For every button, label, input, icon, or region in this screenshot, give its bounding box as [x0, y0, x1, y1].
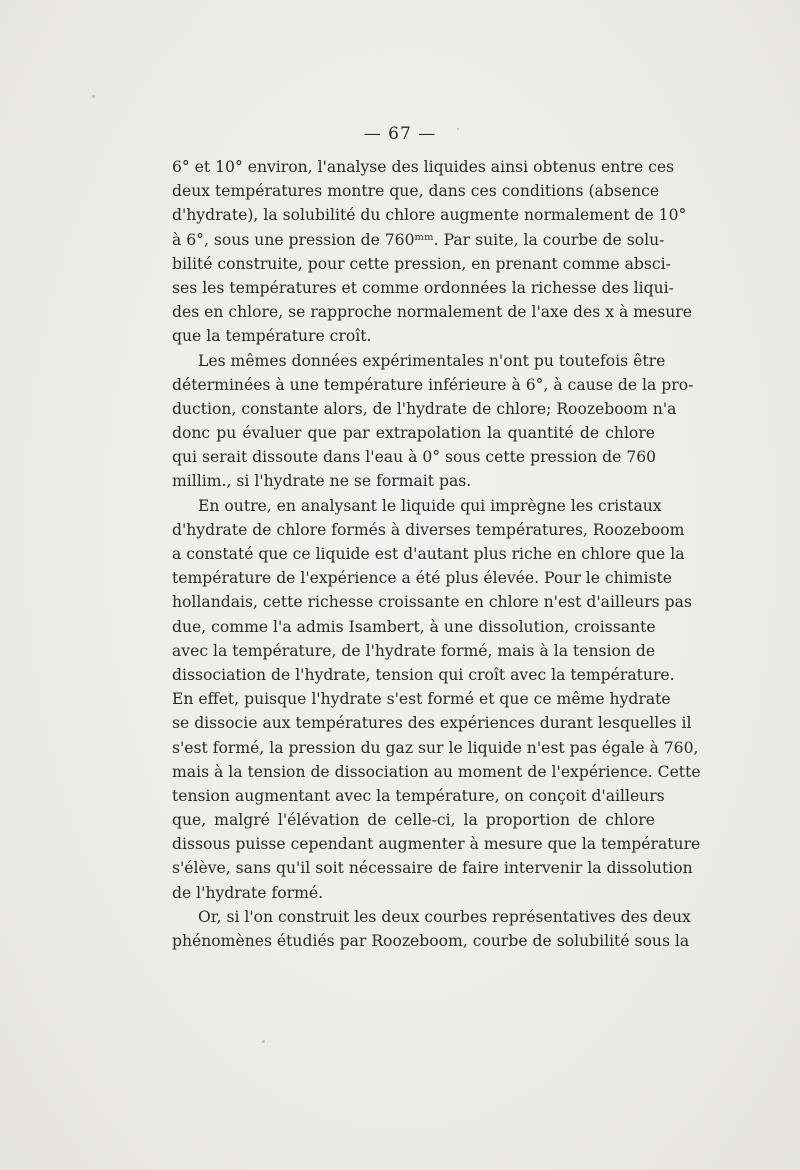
text-line: tension augmentant avec la température, on conçoit d'ailleurs — [172, 786, 665, 805]
text-line: dissociation de l'hydrate, tension qui croît avec la température. — [172, 665, 675, 684]
text-line: due, comme l'a admis Isambert, à une dissolution, croissante — [172, 617, 656, 636]
text-line: phénomènes étudiés par Roozeboom, courbe de solubilité sous la — [172, 932, 690, 950]
paper-blemish — [262, 1040, 265, 1043]
text-line: que, malgré l'élévation de celle-ci, la proportion de chlore — [172, 811, 655, 830]
text-line: ses les températures et comme ordonnées la richesse des liqui- — [172, 278, 674, 297]
text-line: des en chlore, se rapproche normalement de l'axe des x à mesure — [172, 303, 692, 322]
text-line: bilité construite, pour cette pression, en prenant comme absci- — [172, 254, 671, 273]
text-line: mais à la tension de dissociation au moment de l'expérience. Cette — [172, 762, 701, 781]
text-line: deux températures montre que, dans ces conditions (absence — [172, 182, 660, 201]
text-line: que la température croît. — [172, 327, 372, 346]
text-line: hollandais, cette richesse croissante en chlore n'est d'ailleurs pas — [172, 593, 692, 612]
text-line: Or, si l'on construit les deux courbes représentatives des deux — [198, 907, 691, 926]
text-line: donc pu évaluer que par extrapolation la quantité de chlore — [172, 424, 655, 443]
text-line: d'hydrate), la solubilité du chlore augmente normalement de 10° — [172, 206, 687, 225]
text-line: dissous puisse cependant augmenter à mesure que la température — [172, 835, 701, 854]
text-line: s'est formé, la pression du gaz sur le liquide n'est pas égale à 760, — [172, 738, 699, 757]
text-line: En outre, en analysant le liquide qui imprègne les cristaux — [198, 496, 662, 515]
text-line: duction, constante alors, de l'hydrate de chlore; Roozeboom n'a — [172, 399, 677, 418]
text-line: millim., si l'hydrate ne se formait pas. — [172, 472, 472, 491]
text-line: de l'hydrate formé. — [172, 883, 324, 902]
body-text — [172, 155, 701, 953]
text-line: s'élève, sans qu'il soit nécessaire de faire intervenir la dissolution — [172, 859, 693, 878]
text-line: à 6°, sous une pression de 760ᵐᵐ. Par suite, la courbe de solu- — [172, 230, 665, 249]
text-line: En effet, puisque l'hydrate s'est formé et que ce même hydrate — [172, 690, 671, 709]
text-line: d'hydrate de chlore formés à diverses températures, Roozeboom — [172, 520, 685, 539]
text-line: a constaté que ce liquide est d'autant plus riche en chlore que la — [172, 545, 685, 563]
text-line: avec la température, de l'hydrate formé, mais à la tension de — [172, 641, 656, 660]
text-line: 6° et 10° environ, l'analyse des liquides ainsi obtenus entre ces — [172, 158, 675, 176]
text-line: Les mêmes données expérimentales n'ont pu toutefois être — [198, 351, 666, 370]
text-line: qui serait dissoute dans l'eau à 0° sous cette pression de 760 — [172, 448, 657, 467]
page-number: — 67 — — [363, 124, 437, 144]
paper-blemish — [92, 95, 95, 98]
text-line: déterminées à une température inférieure à 6°, à cause de la pro- — [172, 375, 694, 394]
text-line: se dissocie aux températures des expériences durant lesquelles il — [172, 714, 692, 733]
text-line: température de l'expérience a été plus élevée. Pour le chimiste — [172, 569, 672, 588]
